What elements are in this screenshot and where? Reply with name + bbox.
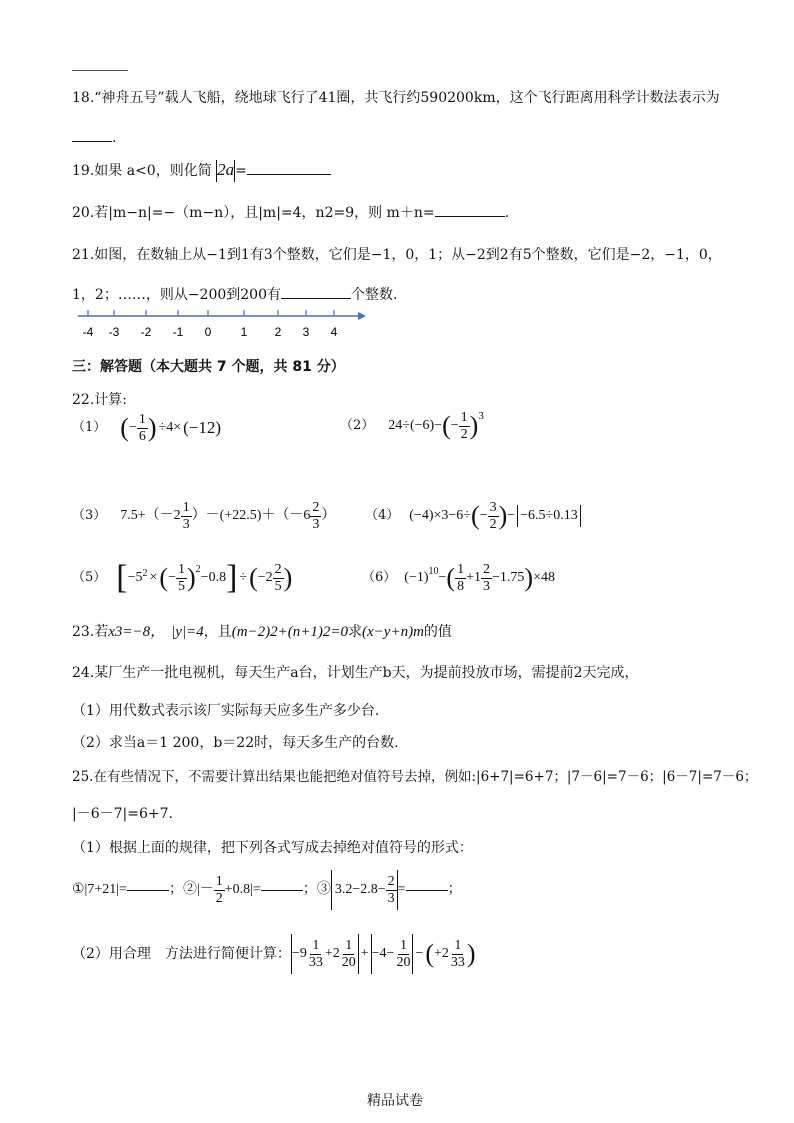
q25-e5: − (415, 946, 424, 961)
number-line-tick-label: -2 (140, 325, 152, 339)
fraction: $\frac{3}{2}$ (489, 499, 497, 532)
q22-part1: （1） ( − $\frac{1}{6}$ ) ÷4× (−12) (72, 411, 222, 444)
q21-line2a: 1，2；……，则从−200到200有 (72, 287, 281, 303)
q21-line2b: 个整数. (351, 287, 398, 303)
q22p6-e: ×48 (533, 570, 555, 585)
fraction: $\frac{1}{5}$ (178, 561, 185, 594)
paren-open: ( (470, 501, 480, 530)
q22p5-d: ÷ (239, 570, 248, 585)
abs-bar (412, 934, 413, 974)
paren-open: ( (120, 413, 129, 442)
paren-close: ) (524, 563, 534, 592)
paren-open: ( (442, 411, 451, 440)
number-line (74, 308, 374, 344)
q19-prefix: 19.如果 a<0，则化简 (72, 163, 212, 179)
exponent: 2 (195, 564, 201, 575)
q22p1-rest: ÷4× (158, 420, 182, 435)
paren-open: ( (159, 563, 169, 592)
q23-c: |y|=4 (171, 624, 204, 640)
q21-line1: 21.如图，在数轴上从−1到1有3个整数，它们是−1，0，1；从−2到2有5个整数，它们是−2，−1，0， (72, 247, 722, 263)
q25-c1: ①|7+21|= (72, 882, 127, 897)
part-label: （4） (365, 508, 400, 523)
q21-blank[interactable] (281, 298, 351, 299)
part-label: （6） (362, 570, 397, 585)
q22p6-b: − (438, 570, 447, 585)
question-25-sub1: （1）根据上面的规律，把下列各式写成去掉绝对值符号的形式： (72, 840, 473, 856)
q22-part6 (362, 556, 555, 600)
question-25-line2: |－6－7|=6+7. (72, 806, 173, 822)
fraction: $\frac{1}{20}$ (341, 937, 356, 970)
q25-c3c: ； (447, 882, 462, 897)
section-3-heading: 三：解答题（本大题共 7 个题，共 81 分） (72, 359, 345, 375)
q25-e4: −4− (371, 946, 395, 961)
q22p2-a: 24÷(−6)− (388, 418, 443, 433)
fraction: $\frac{1}{2}$ (215, 873, 223, 906)
fraction: $\frac{1}{8}$ (457, 561, 465, 594)
top-rule (72, 70, 128, 71)
number-line-tick-label: 1 (240, 325, 248, 339)
paren-close: ) (466, 939, 476, 968)
fraction: $\frac{1}{3}$ (182, 499, 190, 532)
fraction: $\frac{1}{6}$ (138, 411, 146, 444)
bracket-close: ] (226, 559, 238, 596)
number-line-arrow (358, 312, 366, 320)
abs-bar (517, 505, 518, 527)
q25-e3: + (360, 946, 369, 961)
q18-blank[interactable] (72, 141, 112, 142)
question-25: 25.在有些情况下，不需要计算出结果也能把绝对值符号去掉，例如:|6+7|=6+7；|7－6|=7－6；|6－7|=7－6； (72, 769, 758, 785)
q25-s2: （2）用合理 方法进行简便计算： (72, 946, 291, 962)
q22p5-a: −5 (127, 570, 143, 585)
q22p1-last: (−12) (183, 418, 222, 437)
question-21-line1 (72, 245, 722, 265)
fraction: $\frac{2}{5}$ (274, 561, 282, 594)
q23-e: (m−2)2+(n+1)2=0 (231, 624, 349, 640)
q25-e6: +2 (434, 946, 449, 961)
paren-close: ) (469, 411, 479, 440)
question-25-items (72, 868, 462, 912)
q19-expr: 2a (217, 160, 235, 179)
q22p6-c: +1 (466, 570, 481, 585)
q25-c2a: ；②|－ (168, 882, 214, 897)
number-line-tick-label: -1 (172, 325, 184, 339)
abs-bar (331, 870, 332, 910)
q25-c3-expr: 3.2−2.8− (334, 882, 386, 897)
question-18 (72, 88, 720, 108)
exponent: 10 (428, 566, 439, 577)
q22p3-b: ）－(+22.5)＋（－6 (191, 508, 311, 523)
q25-c3a: ；③ (302, 882, 331, 897)
footer-text: 精品试卷 (367, 1093, 423, 1109)
q22-part4: （4） (−4)×3−6÷ ( − $\frac{3}{2}$ ) − −6.5÷0.13 (365, 496, 581, 536)
q25-c2b: +0.8|= (224, 882, 261, 897)
q22p6-d: −1.75 (492, 570, 525, 585)
paren-open: ( (425, 939, 435, 968)
q25-e2: +2 (324, 946, 340, 961)
fraction: $\frac{1}{33}$ (308, 937, 323, 970)
q18-text: 18.“神舟五号”载人飞船，绕地球飞行了41圈，共飞行约590200km，这个飞行距离用科学计数法表示为 (72, 90, 720, 106)
number-line-tick-label: 0 (204, 325, 212, 339)
paren-close: ) (147, 413, 157, 442)
q25-e1: −9 (291, 946, 307, 961)
number-line-tick-label: 2 (274, 325, 282, 339)
q20-text: 20.若|m−n|=−（m−n），且|m|=4，n2=9，则 m＋n= (72, 205, 435, 221)
q18-end: . (112, 130, 117, 146)
fraction: $\frac{2}{3}$ (387, 873, 395, 906)
q23-g: (x−y+n)m (362, 624, 424, 640)
fraction: $\frac{2}{3}$ (483, 561, 490, 594)
bracket-open: [ (116, 559, 128, 596)
q19-blank[interactable] (247, 174, 331, 175)
q22-part3 (72, 496, 335, 536)
q25-blank-3[interactable] (406, 890, 448, 891)
part-label: （2） (340, 418, 375, 433)
q23-f: 求 (348, 624, 363, 640)
number-line-tick-label: -3 (108, 325, 120, 339)
question-21-line2 (72, 285, 397, 305)
q23-a: 23.若 (72, 624, 109, 640)
q25-blank-1[interactable] (127, 890, 169, 891)
part-label: （5） (72, 570, 107, 585)
q25-c3b: = (397, 882, 406, 897)
part-label: （3） (72, 508, 107, 523)
q22-title: 22.计算: (72, 392, 127, 408)
q22p6-a: (−1) (404, 570, 429, 585)
question-23 (72, 620, 452, 644)
q23-b: x3=−8， (108, 624, 166, 640)
q23-h: 的值 (423, 624, 452, 640)
paren-close: ) (498, 501, 508, 530)
q22p5-b: × (149, 570, 158, 585)
question-24-sub1: （1）用代数式表示该厂实际每天应多生产多少台. (72, 703, 380, 719)
q23-d: ，且 (203, 624, 232, 640)
q22p4-a: (−4)×3−6÷ (409, 508, 471, 523)
q22p3-c: ） (321, 508, 336, 523)
question-24: 24.某厂生产一批电视机，每天生产a台，计划生产b天，为提前投放市场，需提前2天完成， (72, 665, 639, 681)
paren-close: ) (283, 563, 293, 592)
q20-end: . (504, 205, 510, 221)
paren-open: ( (446, 563, 456, 592)
q22p4-b: −6.5÷0.13 (520, 508, 578, 523)
q22p5-c: −0.8 (200, 570, 227, 585)
exponent: 2 (142, 568, 148, 579)
q22p3-a: 7.5+（－2 (120, 508, 181, 523)
number-line-tick-label: -4 (82, 325, 94, 339)
q20-blank[interactable] (435, 216, 505, 217)
question-25-sub2 (72, 932, 476, 976)
question-18-answer-line (72, 128, 116, 148)
fraction: $\frac{2}{3}$ (312, 499, 320, 532)
q19-eq: = (235, 163, 247, 179)
fraction: $\frac{1}{20}$ (396, 937, 411, 970)
q22p5-e: −2 (257, 570, 273, 585)
question-19 (72, 160, 331, 182)
abs-bar (580, 505, 581, 527)
number-line-tick-label: 4 (330, 325, 338, 339)
part-label: （1） (72, 420, 107, 435)
fraction: $\frac{1}{2}$ (460, 409, 468, 442)
q22-part2: （2） 24÷(−6)− ( − $\frac{1}{2}$ ) $^3$ (340, 404, 484, 448)
exponent: 3 (478, 410, 484, 422)
number-line-tick-label: 3 (302, 325, 310, 339)
q25-blank-2[interactable] (261, 890, 303, 891)
abs-bar (358, 934, 359, 974)
paren-open: ( (249, 563, 258, 592)
paren-close: ) (187, 563, 196, 592)
q22-part5: （5） [ −5 $^2$ × ( − $\frac{1}{5}$ ) $^2$ −0.8 ] ÷ ( −2 $\frac{2}{5}$ ) (72, 559, 293, 596)
question-24-sub2: （2）求当a＝1 200，b＝22时，每天多生产的台数. (72, 735, 399, 751)
fraction: $\frac{1}{33}$ (450, 937, 465, 970)
question-20 (72, 203, 509, 223)
